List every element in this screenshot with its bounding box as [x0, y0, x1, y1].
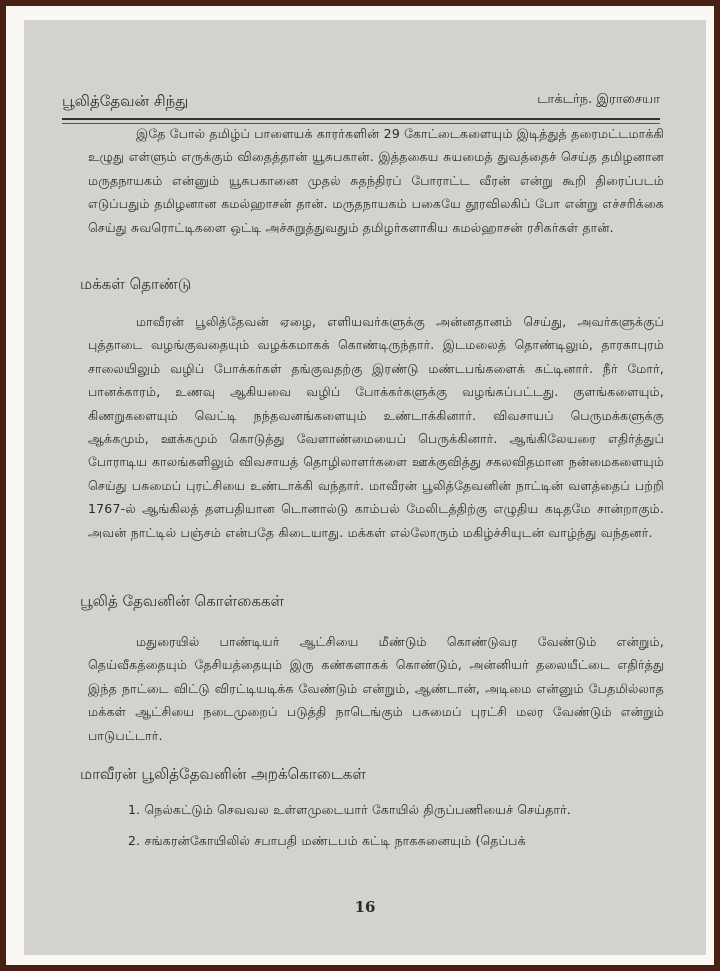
- principles-paragraph: [88, 630, 664, 747]
- public-service-text: மாவீரன் பூலித்தேவன் ஏழை, எளியவர்களுக்கு அன்னதானம் செய்து, அவர்களுக்குப் புத்தாடை வழங்குவதையும் வழக்கமாகக் கொண்டிருந்தார். இடமலைத் தொண்டிலும், தாரகாபுரம் சாலையிலும் வழிப் போக்கர்கள் தங்குவதற்கு இரண்டு மண்டபங்களைக் கட்டினார். நீர் மோர், பானக்காரம், உணவு ஆகியவை வழிப் போக்கர்களுக்கு வழங்கப்பட்டது. குளங்களையும், கிணறுகளையும் வெட்டி நந்தவனங்களையும் உண்டாக்கினார். விவசாயப் பெருமக்களுக்கு ஆக்கமும், ஊக்கமும் கொடுத்து வேளாண்மையைப் பெருக்கினார். ஆங்கிலேயரை எதிர்த்துப் போராடிய காலங்களிலும் விவசாயத் தொழிலாளர்களை ஊக்குவித்து சகலவிதமான நன்மைகளையும் செய்து பசுமைப் புரட்சியை உண்டாக்கி வந்தார். மாவீரன் பூலித்தேவனின் நாட்டின் வளத்தைப் பற்றி 1767-ல் ஆங்கிலத் தளபதியான டொனால்டு காம்பல் மேலிடத்திற்கு எழுதிய கடிதமே சான்றாகும். அவன் நாட்டில் பஞ்சம் என்பதே கிடையாது. மக்கள் எல்லோரும் மகிழ்ச்சியுடன் வாழ்ந்து வந்தனர்.: [88, 314, 664, 540]
- author-name: டாக்டர்ந. இராசையா: [537, 92, 660, 107]
- running-header: [62, 82, 660, 120]
- charity-item-1: [88, 798, 664, 821]
- book-page: [24, 20, 706, 955]
- section-public-service: [88, 310, 664, 544]
- intro-paragraph-block: [88, 122, 664, 239]
- public-service-paragraph: [88, 310, 664, 544]
- intro-paragraph: [88, 122, 664, 239]
- header-rule: [62, 118, 660, 120]
- section-heading-charities: மாவீரன் பூலித்தேவனின் அறக்கொடைகள்: [80, 765, 366, 783]
- book-title: பூலித்தேவன் சிந்து: [62, 92, 189, 110]
- principles-text: மதுரையில் பாண்டியர் ஆட்சியை மீண்டும் கொண்டுவர வேண்டும் என்றும், தெய்வீகத்தையும் தேசியத்தையும் இரு கண்களாகக் கொண்டும், அன்னியர் தலையீட்டை எதிர்த்து இந்த நாட்டை விட்டு விரட்டியடிக்க வேண்டும் என்றும், ஆண்டான், அடிமை என்னும் பேதமில்லாத மக்கள் ஆட்சியை நடைமுறைப் படுத்தி நாடெங்கும் பசுமைப் புரட்சி மலர வேண்டும் என்றும் பாடுபட்டார்.: [88, 634, 664, 743]
- page-number: 16: [354, 898, 376, 916]
- section-principles: [88, 630, 664, 747]
- photo-frame: [6, 6, 714, 965]
- section-charities: [88, 798, 664, 853]
- section-heading-public-service: மக்கள் தொண்டு: [80, 275, 192, 293]
- charity-item-1-text: 1. நெல்கட்டும் செவவல உள்ளமுடையார் கோயில் திருப்பணியைச் செய்தார்.: [128, 802, 571, 817]
- charity-item-2-text: 2. சங்கரன்கோயிலில் சபாபதி மண்டபம் கட்டி நாகசுனையும் (தெப்பக்: [128, 833, 526, 849]
- intro-paragraph-text: இதே போல் தமிழ்ப் பாளையக் காரர்களின் 29 கோட்டைகளையும் இடித்துத் தரைமட்டமாக்கி உழுது எள்ளும் எருக்கும் விதைத்தான் யூசுபகான். இத்தகைய சுயமைத் துவத்தைச் செய்த தமிழனான மருதநாயகம் என்னும் யூசுபகானை முதல் சுதந்திரப் போராட்ட வீரன் என்று கூறி திரைப்படம் எடுப்பதும் தமிழனான கமல்ஹாசன் தான். மருதநாயகம் பகையே தூரவிலகிப் போ என்று எச்சரிக்கை செய்து சுவரொட்டிகளை ஒட்டி அச்சுறுத்துவதும் தமிழர்களாகிய கமல்ஹாசன் ரசிகர்கள் தான்.: [88, 126, 664, 235]
- charity-item-2: [88, 829, 664, 852]
- section-heading-principles: பூலித் தேவனின் கொள்கைகள்: [80, 592, 285, 610]
